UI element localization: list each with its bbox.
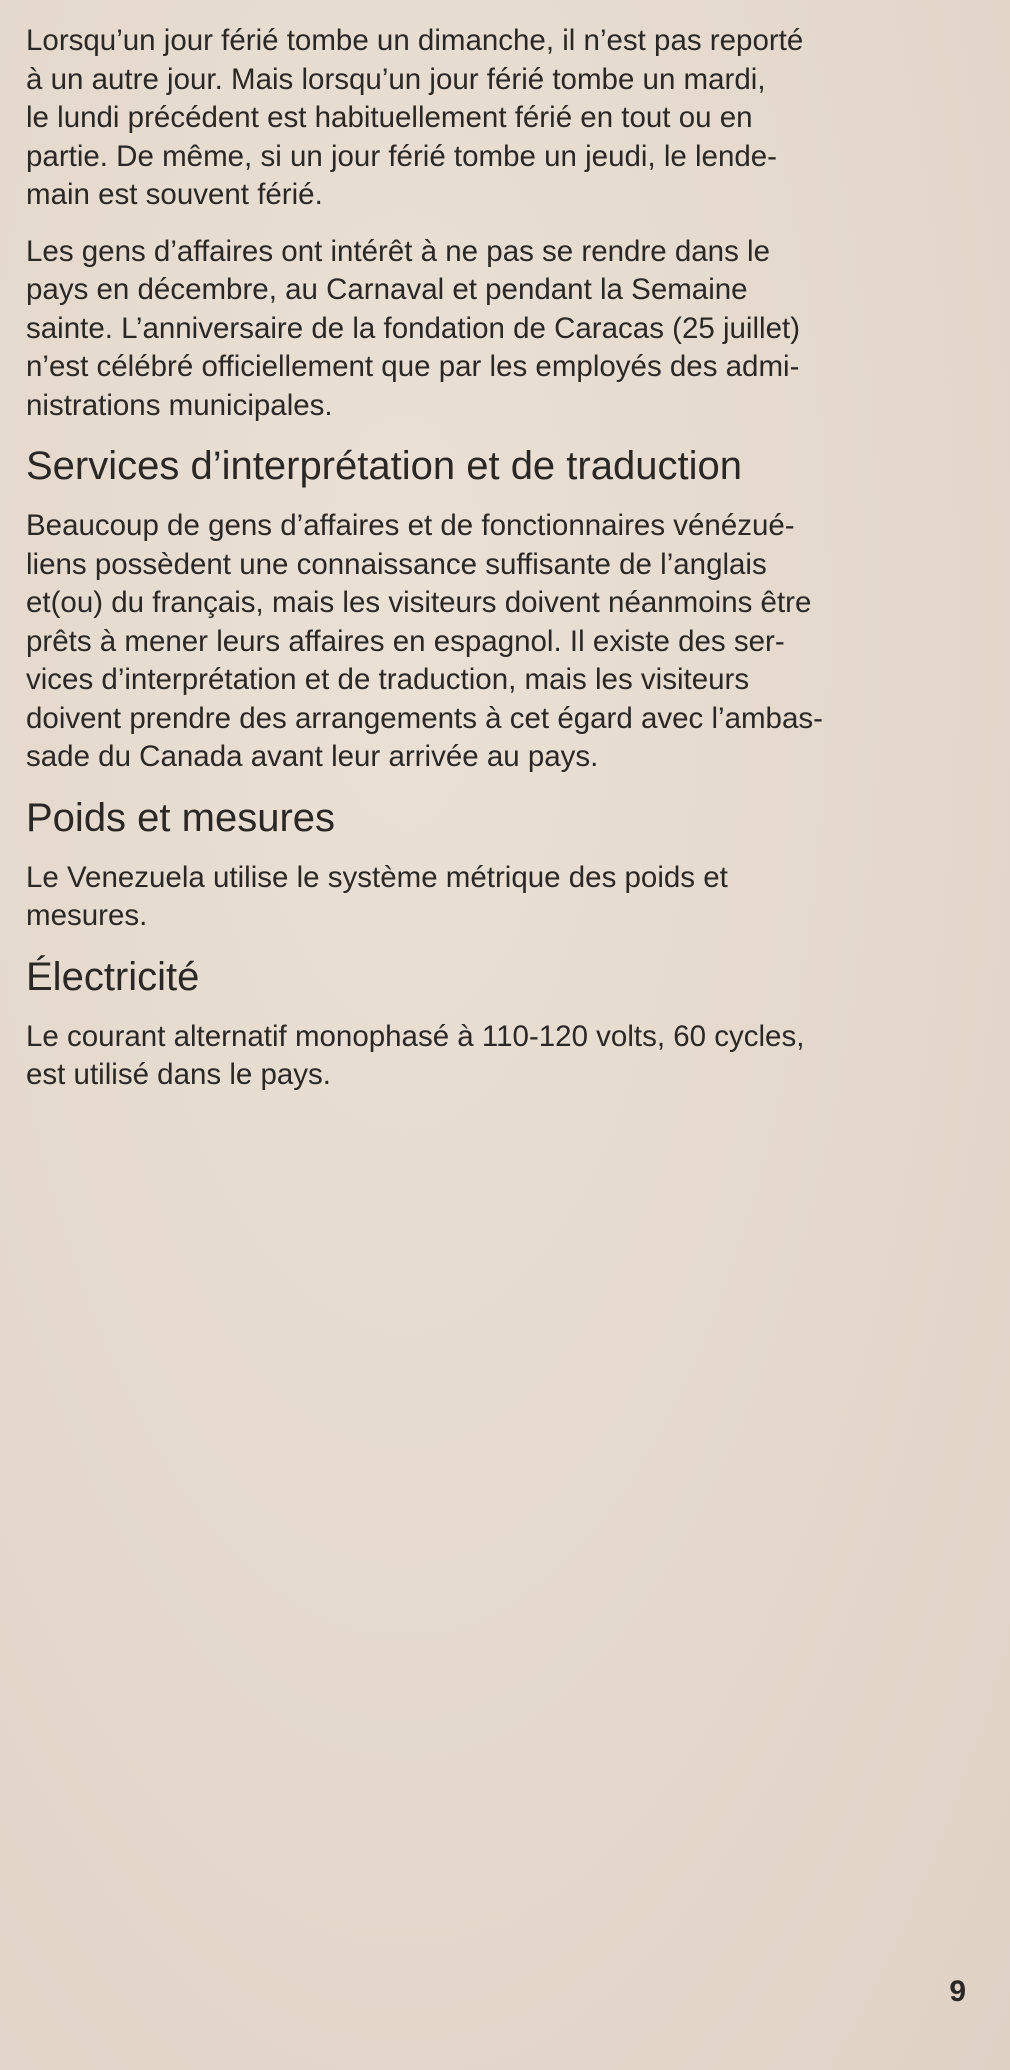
text-line: mesures. <box>26 899 148 932</box>
text-line: Beaucoup de gens d’affaires et de fonctionnaires vénézué- <box>26 509 795 542</box>
text-line: à un autre jour. Mais lorsqu’un jour férié tombe un mardi, <box>26 62 766 96</box>
section-heading-electricity: Électricité <box>26 954 200 999</box>
text-line: n’est célébré officiellement que par les employés des admi- <box>26 350 800 383</box>
text-line: prêts à mener leurs affaires en espagnol. Il existe des ser- <box>26 624 785 658</box>
text-line: partie. De même, si un jour férié tombe un jeudi, le lende- <box>26 139 777 173</box>
section-heading-weights: Poids et mesures <box>26 795 336 840</box>
paragraph-weights <box>26 859 976 936</box>
text-line: vices d’interprétation et de traduction, mais les visiteurs <box>26 663 750 696</box>
page-number: 9 <box>949 1975 966 2008</box>
text-line: le lundi précédent est habituellement férié en tout ou en <box>26 101 753 134</box>
text-line: sainte. L’anniversaire de la fondation de Caracas (25 juillet) <box>26 311 801 345</box>
text-line: Le Venezuela utilise le système métrique des poids et <box>26 860 728 894</box>
text-line: sade du Canada avant leur arrivée au pays. <box>26 740 599 773</box>
paragraph-holidays <box>26 22 976 215</box>
section-heading-interpretation: Services d’interprétation et de traduction <box>26 444 742 488</box>
text-line: et(ou) du français, mais les visiteurs doivent néanmoins être <box>26 586 812 619</box>
text-line: pays en décembre, au Carnaval et pendant la Semaine <box>26 273 748 306</box>
text-line: Le courant alternatif monophasé à 110-120 volts, 60 cycles, <box>26 1019 805 1053</box>
paragraph-business-travel <box>26 233 976 426</box>
text-line: liens possèdent une connaissance suffisante de l’anglais <box>26 547 767 581</box>
paragraph-interpretation <box>26 507 976 777</box>
text-line: Les gens d’affaires ont intérêt à ne pas se rendre dans le <box>26 234 770 268</box>
page-content <box>26 22 976 1113</box>
text-line: est utilisé dans le pays. <box>26 1058 331 1091</box>
text-line: main est souvent férié. <box>26 178 323 211</box>
text-line: nistrations municipales. <box>26 388 333 422</box>
text-line: Lorsqu’un jour férié tombe un dimanche, il n’est pas reporté <box>26 24 804 57</box>
paragraph-electricity <box>26 1018 976 1095</box>
text-line: doivent prendre des arrangements à cet égard avec l’ambas- <box>26 701 823 735</box>
